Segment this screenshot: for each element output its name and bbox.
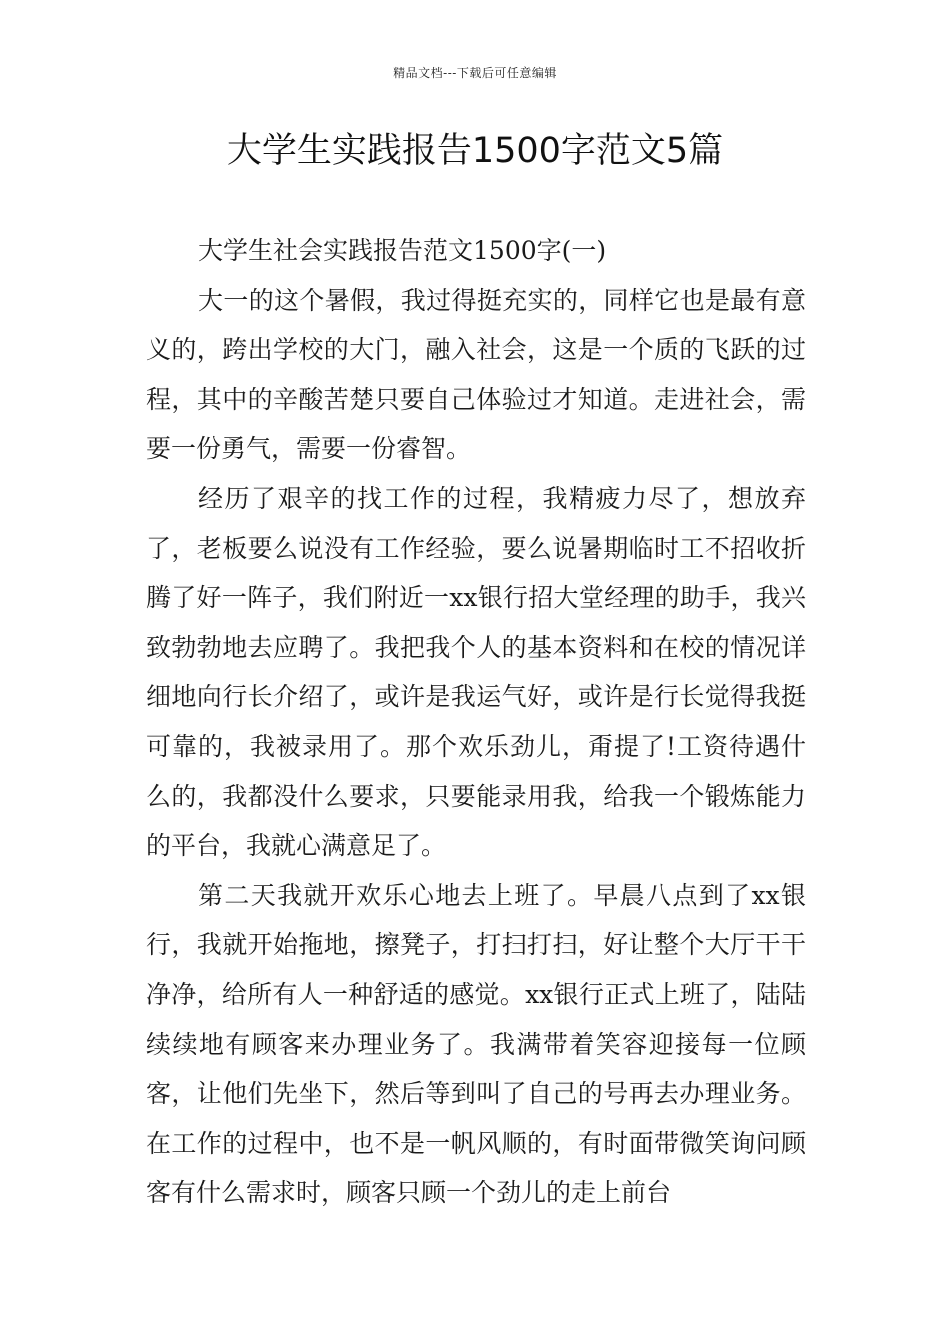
paragraph: 经历了艰辛的找工作的过程，我精疲力尽了，想放弃了，老板要么说没有工作经验，要么说暑期临时工不招收折腾了好一阵子，我们附近一xx银行招大堂经理的助手，我兴致勃勃地去应聘了。我把我个人的基本资料和在校的情况详细地向行长介绍了，或许是我运气好，或许是行长觉得我挺可靠的，我被录用了。那个欢乐劲儿，甭提了!工资待遇什么的，我都没什么要求，只要能录用我，给我一个锻炼能力的平台，我就心满意足了。	[146, 483, 806, 861]
paragraph: 大一的这个暑假，我过得挺充实的，同样它也是最有意义的，跨出学校的大门，融入社会，这是一个质的飞跃的过程，其中的辛酸苦楚只要自己体验过才知道。走进社会，需要一份勇气，需要一份睿智。	[146, 285, 806, 464]
section-heading: 大学生社会实践报告范文1500字(一)	[198, 236, 607, 265]
document-body	[146, 226, 806, 1218]
document-title: 大学生实践报告1500字范文5篇	[226, 131, 724, 171]
header-note: 精品文档---下载后可任意编辑	[393, 66, 557, 80]
paragraph: 第二天我就开欢乐心地去上班了。早晨八点到了xx银行，我就开始拖地，擦凳子，打扫打扫，好让整个大厅干干净净，给所有人一种舒适的感觉。xx银行正式上班了，陆陆续续地有顾客来办理业务了。我满带着笑容迎接每一位顾客，让他们先坐下，然后等到叫了自己的号再去办理业务。在工作的过程中，也不是一帆风顺的，有时面带微笑询问顾客有什么需求时，顾客只顾一个劲儿的走上前台	[146, 880, 806, 1208]
